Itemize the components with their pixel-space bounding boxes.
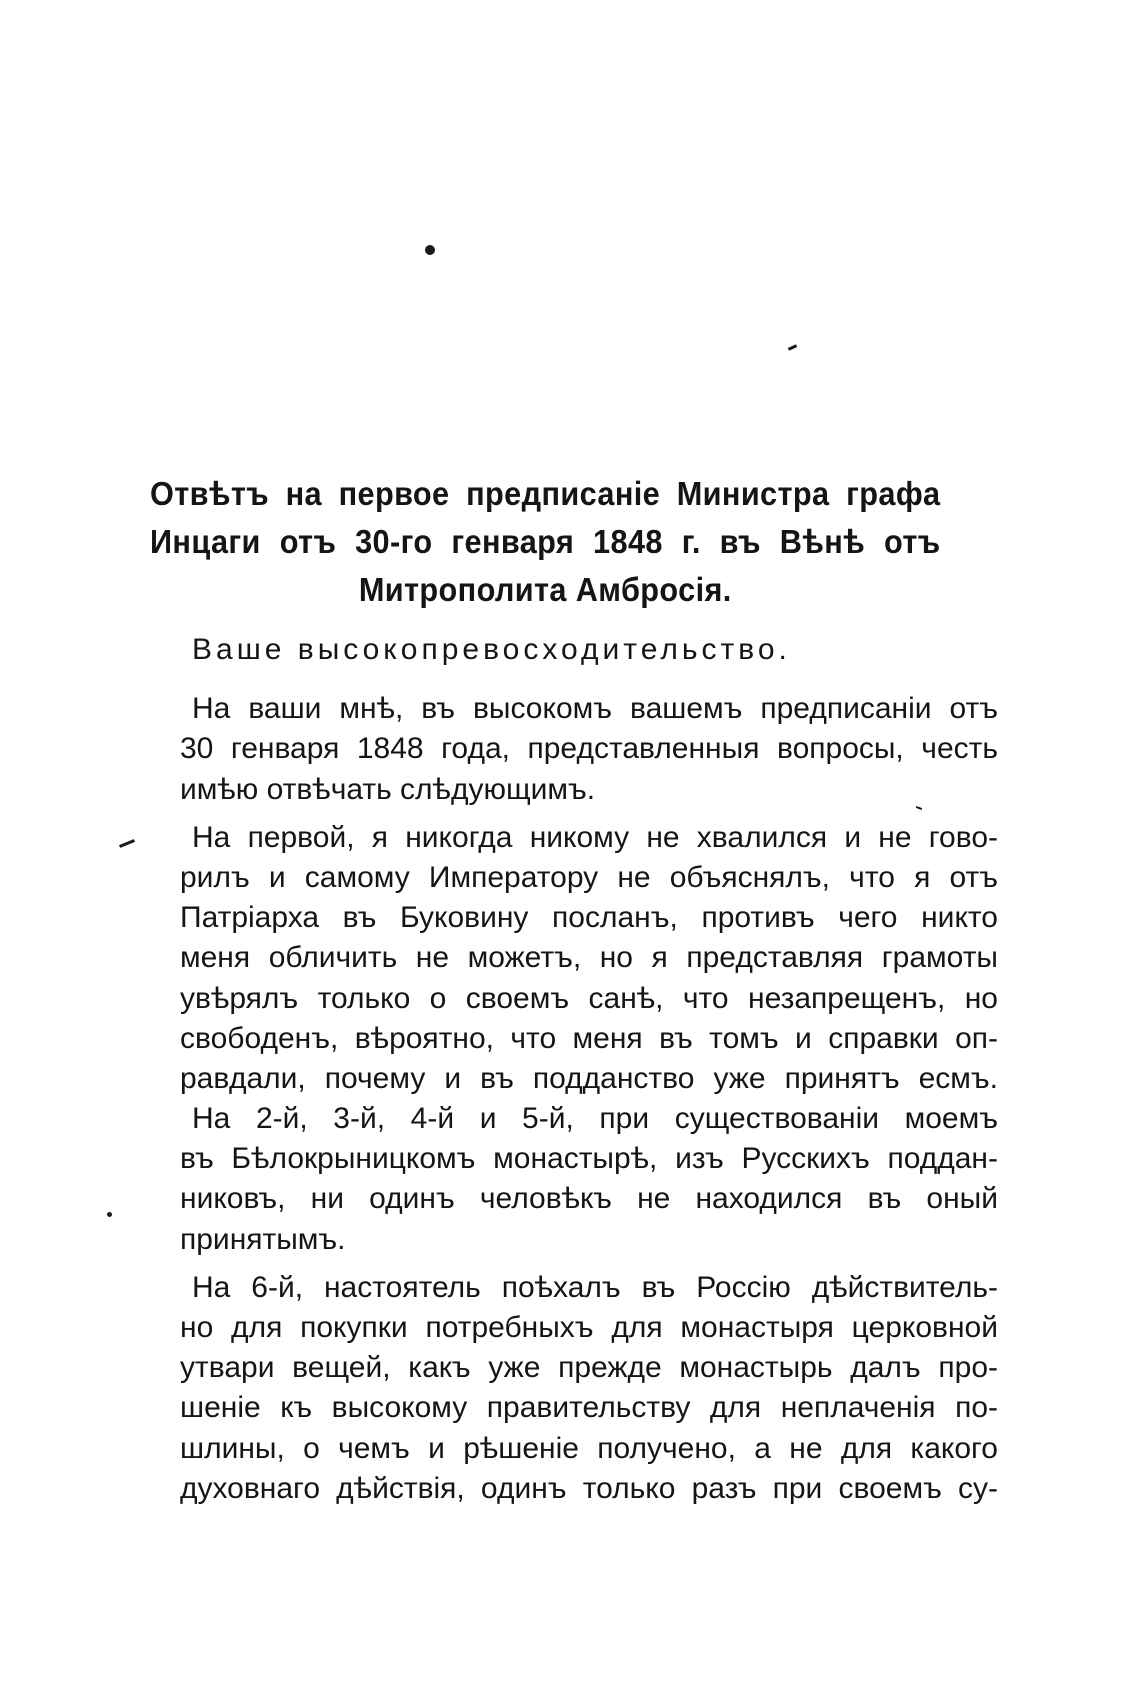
text-line: На ваши мнѣ, въ высокомъ вашемъ предписаніи отъ	[192, 692, 998, 726]
text-line: духовнаго дѣйствія, одинъ только разъ при своемъ су-	[180, 1471, 998, 1505]
text-line: принятымъ.	[180, 1222, 346, 1256]
text-line: въ Бѣлокрыницкомъ монастырѣ, изъ Русскихъ поддан-	[180, 1142, 998, 1176]
text-line: Патріарха въ Буковину посланъ, противъ чего никто	[180, 901, 998, 935]
title-line: Отвѣтъ на первое предписаніе Министра графа	[150, 475, 941, 512]
salutation: Ваше высокопревосходительство.	[192, 633, 791, 666]
text-line: никовъ, ни одинъ человѣкъ не находился въ оный	[180, 1182, 998, 1216]
document-title	[150, 470, 941, 614]
margin-dot-mark	[107, 1212, 112, 1217]
text-line: шеніе къ высокому правительству для неплаченія по-	[180, 1391, 998, 1425]
title-line: Инцаги отъ 30-го генваря 1848 г. въ Вѣнѣ отъ	[150, 523, 941, 560]
title-line: Митрополита Амбросія.	[358, 571, 732, 608]
letter-body	[180, 630, 998, 1509]
ink-dot-mark	[425, 245, 435, 255]
text-line: рилъ и самому Императору не объяснялъ, что я отъ	[180, 860, 998, 894]
paragraph	[180, 1099, 998, 1260]
text-line: На первой, я никогда никому не хвалился и не гово-	[192, 820, 998, 854]
text-line: равдали, почему и въ подданство уже принятъ есмъ.	[180, 1061, 998, 1095]
text-line: свободенъ, вѣроятно, что меня въ томъ и справки оп-	[180, 1021, 998, 1055]
text-line: На 6-й, настоятель поѣхалъ въ Россію дѣйствитель-	[192, 1270, 998, 1304]
text-line: шлины, о чемъ и рѣшеніе получено, а не для какого	[180, 1431, 998, 1465]
paragraph	[180, 818, 998, 1099]
text-line: но для покупки потребныхъ для монастыря церковной	[180, 1311, 998, 1345]
text-line: меня обличить не можетъ, но я представляя грамоты	[180, 941, 998, 975]
text-line: На 2-й, 3-й, 4-й и 5-й, при существованіи моемъ	[192, 1102, 998, 1136]
paragraph	[180, 1268, 998, 1509]
margin-dash-mark	[119, 839, 135, 848]
text-line: увѣрялъ только о своемъ санѣ, что незапрещенъ, но	[180, 981, 998, 1015]
text-line: имѣю отвѣчать слѣдующимъ.	[180, 772, 596, 806]
text-line: утвари вещей, какъ уже прежде монастырь далъ про-	[180, 1351, 998, 1385]
ink-tick-mark	[788, 344, 797, 351]
paragraph	[180, 689, 998, 810]
text-line: 30 генваря 1848 года, представленныя вопросы, честь	[180, 732, 998, 766]
